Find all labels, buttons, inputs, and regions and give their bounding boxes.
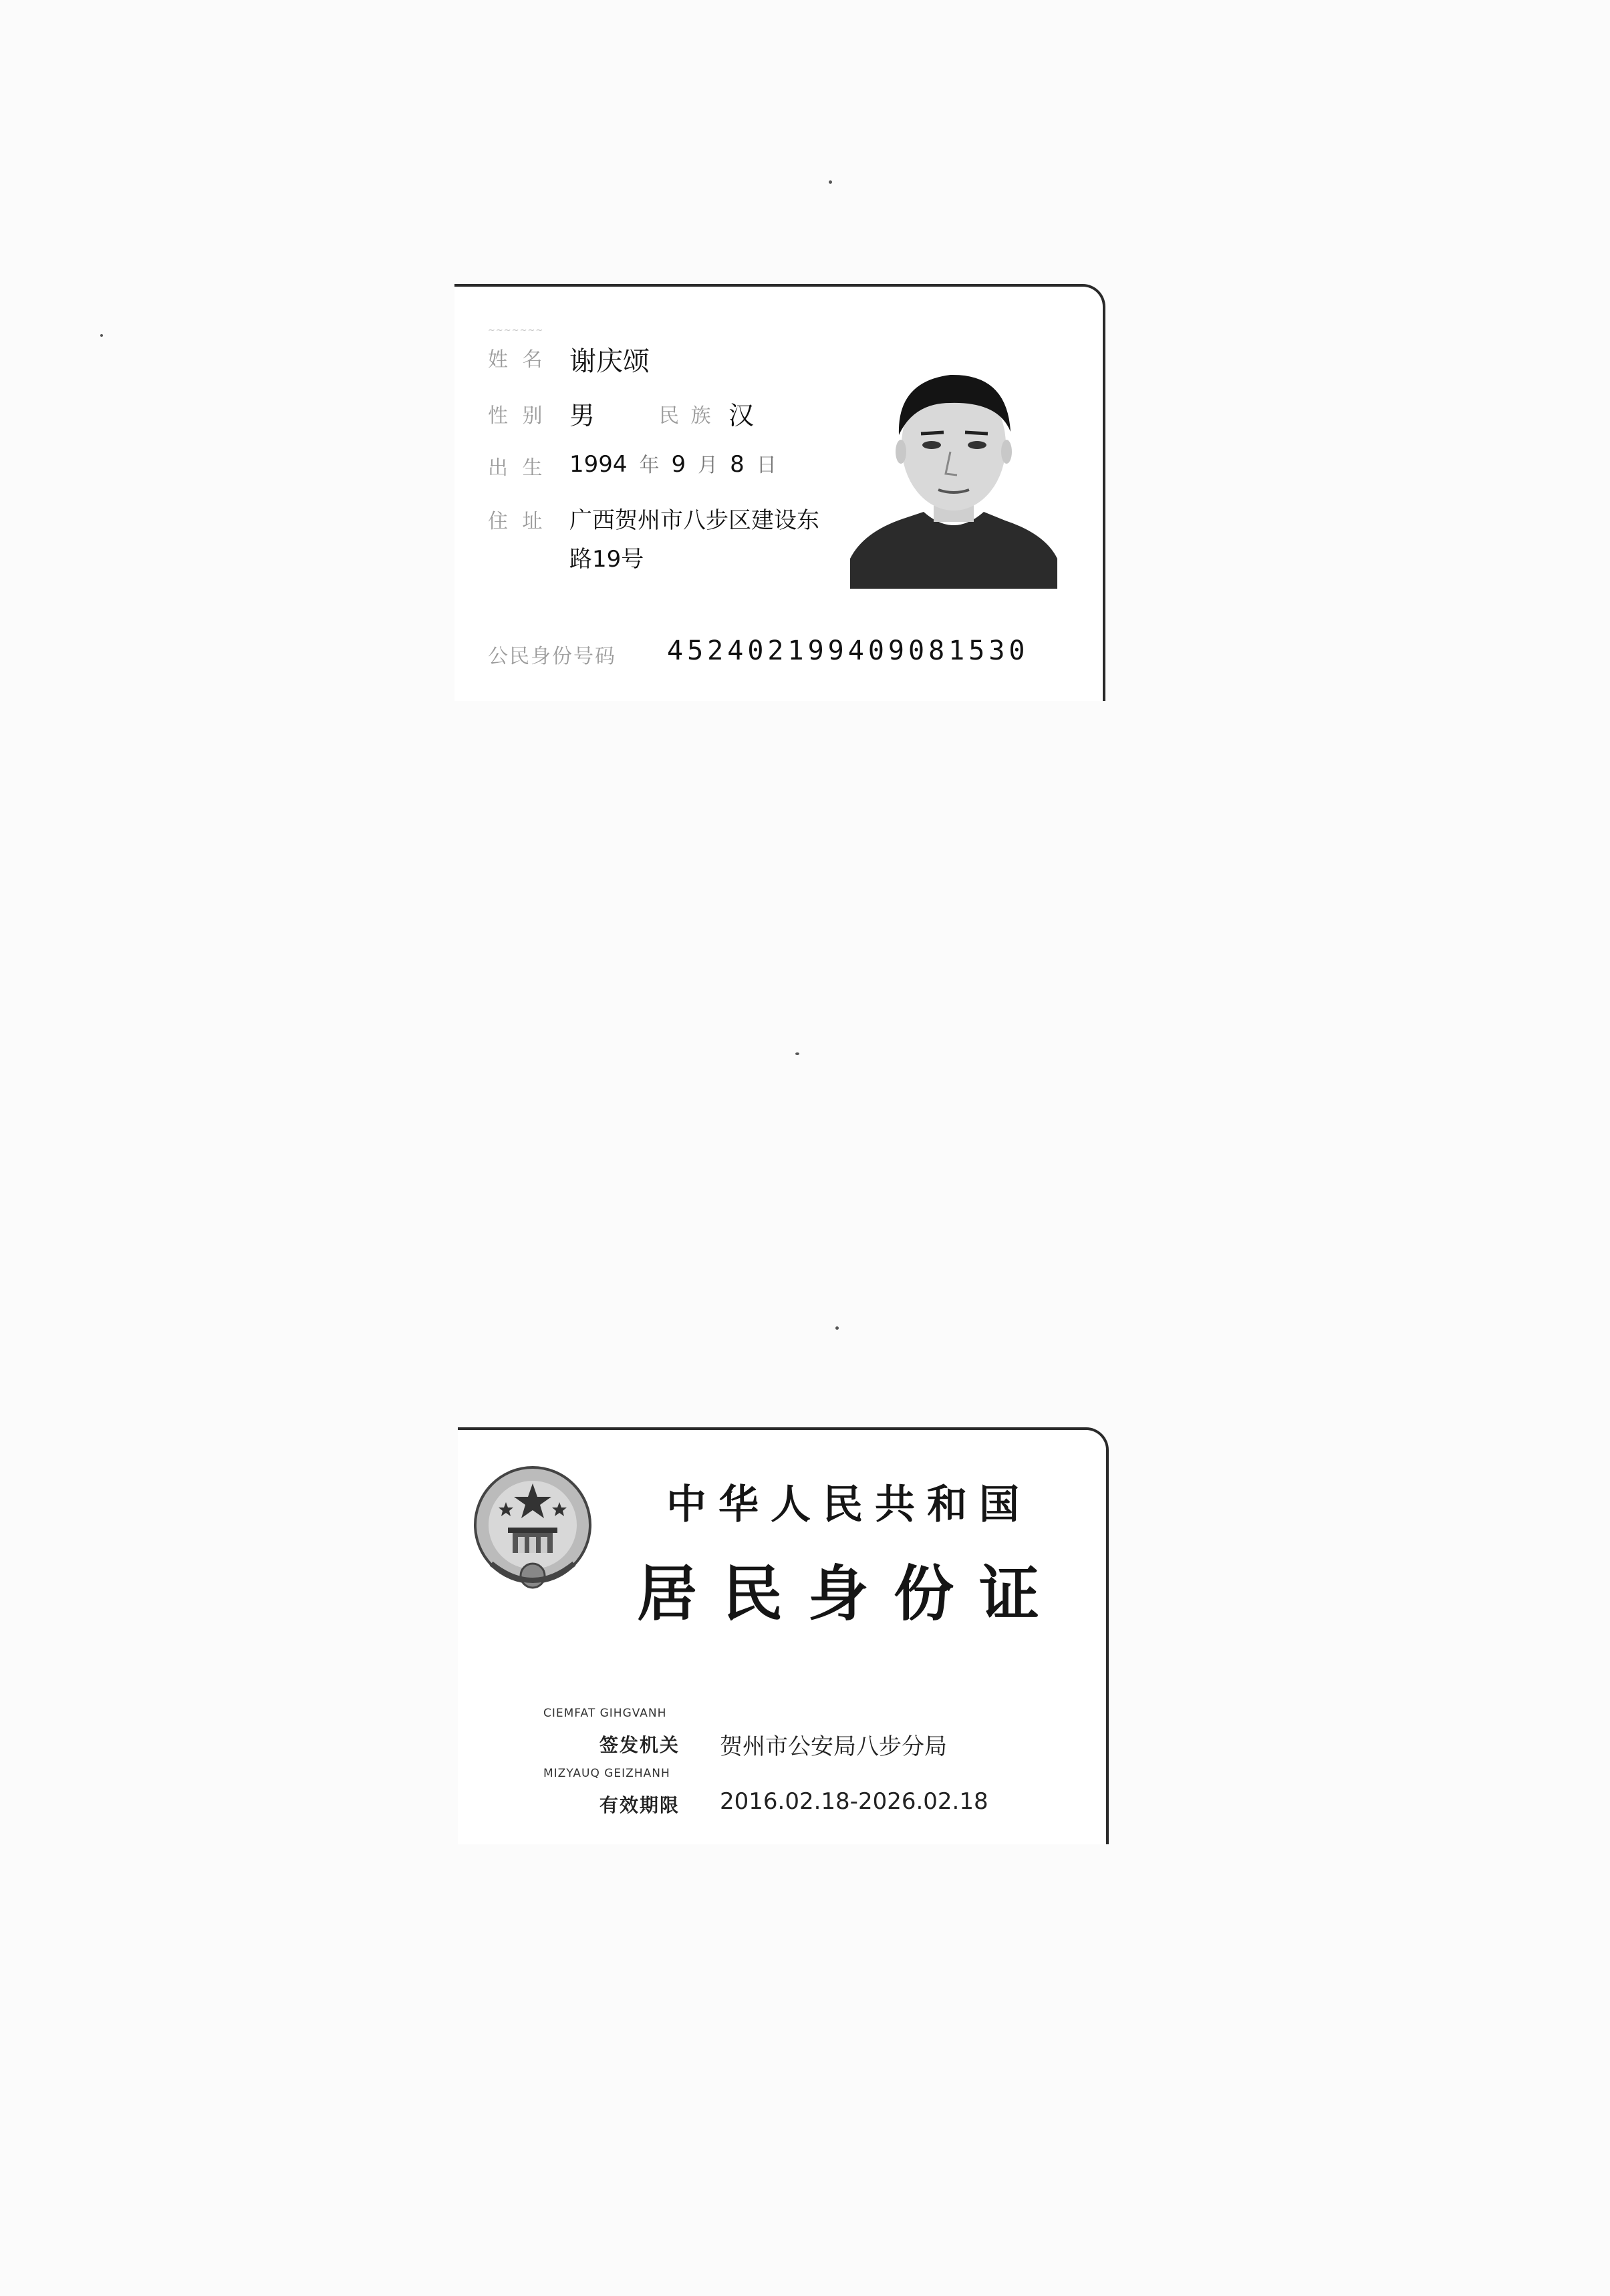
document-title: 居民身份证 [637, 1558, 1065, 1629]
birth-month-unit: 月 [698, 454, 718, 477]
national-emblem-icon [471, 1463, 595, 1594]
id-number-label: 公民身份号码 [488, 645, 616, 668]
validity-sub-label: MIZYAUQ GEIZHANH [543, 1767, 670, 1780]
address-line-1: 广西贺州市八步区建设东 [569, 507, 819, 534]
name-value: 谢庆颂 [569, 346, 650, 377]
birth-year-unit: 年 [639, 454, 660, 477]
birth-day: 8 [730, 451, 745, 478]
address-label: 住 址 [488, 510, 547, 533]
id-card-back [458, 1427, 1109, 1844]
birth-value [569, 448, 789, 478]
name-label: 姓 名 [488, 348, 547, 372]
validity-label: 有效期限 [599, 1794, 680, 1816]
birth-label: 出 生 [488, 456, 547, 480]
validity-value: 2016.02.18-2026.02.18 [720, 1788, 988, 1815]
portrait-photo [850, 355, 1057, 589]
sex-value: 男 [569, 401, 595, 430]
birth-year: 1994 [569, 451, 628, 478]
id-number-value: 452402199409081530 [667, 635, 1029, 666]
birth-day-unit: 日 [756, 454, 777, 477]
sex-label: 性 别 [488, 404, 547, 428]
ethnicity-label: 民 族 [659, 404, 714, 428]
authority-value: 贺州市公安局八步分局 [720, 1733, 947, 1760]
authority-sub-label: CIEMFAT GIHGVANH [543, 1707, 667, 1720]
authority-label: 签发机关 [599, 1734, 680, 1756]
country-name: 中华人民共和国 [666, 1481, 1031, 1528]
birth-month: 9 [671, 451, 686, 478]
address-line-2: 路19号 [569, 546, 644, 573]
id-card-front [454, 284, 1105, 701]
name-sub-label: ~~~~~~~ [488, 325, 544, 335]
ethnicity-value: 汉 [728, 401, 755, 430]
